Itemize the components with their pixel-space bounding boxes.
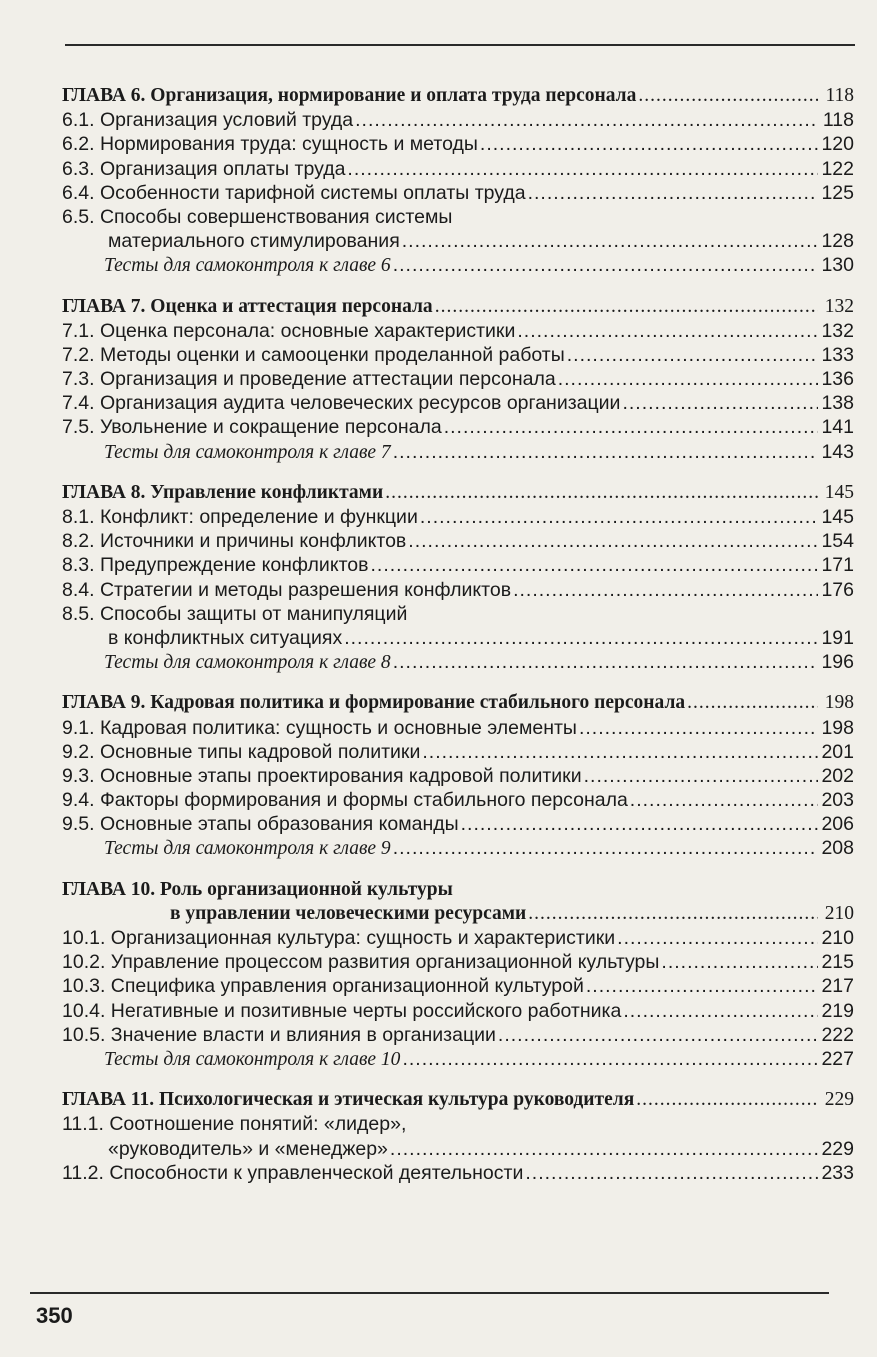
toc-entry-title: 7.4. Организация аудита человеческих ресурсов организации <box>62 392 621 415</box>
toc-entry-title: Тесты для самоконтроля к главе 9 <box>104 838 391 860</box>
toc-chapter-entry <box>62 1088 854 1112</box>
dot-leader <box>408 529 818 553</box>
toc-entry-title: в управлении человеческими ресурсами <box>170 902 527 924</box>
toc-entry-page: 198 <box>824 692 854 714</box>
toc-entry-title: 9.5. Основные этапы образования команды <box>62 813 459 836</box>
toc-entry-page: 191 <box>821 626 854 649</box>
toc-test-entry <box>62 440 854 464</box>
dot-leader <box>461 812 818 836</box>
toc-entry-page: 196 <box>821 651 854 674</box>
dot-leader <box>513 578 818 602</box>
dot-leader <box>422 740 818 764</box>
toc-entry-title: ГЛАВА 7. Оценка и аттестация персонала <box>62 295 433 317</box>
toc-section-entry <box>62 205 854 229</box>
toc-entry-title: 8.1. Конфликт: определение и функции <box>62 506 418 528</box>
toc-chapter-entry <box>62 878 854 902</box>
toc-entry-title: 7.1. Оценка персонала: основные характеристики <box>62 319 516 342</box>
toc-section-entry <box>62 999 854 1023</box>
toc-entry-page: 118 <box>825 85 854 106</box>
toc-section-entry <box>62 716 854 740</box>
dot-leader <box>687 691 818 715</box>
toc-entry-title: Тесты для самоконтроля к главе 10 <box>104 1048 401 1070</box>
toc-entry-title: ГЛАВА 8. Управление конфликтами <box>62 481 384 503</box>
toc-section-entry <box>62 229 854 253</box>
toc-section-entry <box>62 578 854 602</box>
toc-chapter-entry <box>62 902 854 926</box>
dot-leader <box>586 974 818 998</box>
toc-entry-page: 206 <box>821 813 854 836</box>
dot-leader <box>390 1137 818 1161</box>
toc-entry-title: 10.4. Негативные и позитивные черты российского работника <box>62 999 622 1022</box>
toc-entry-title: 8.3. Предупреждение конфликтов <box>62 554 369 577</box>
toc-entry-title: 9.3. Основные этапы проектирования кадровой политики <box>62 764 582 787</box>
dot-leader <box>558 367 818 391</box>
toc-entry-page: 198 <box>821 716 854 739</box>
toc-section-entry <box>62 181 854 205</box>
toc-entry-title: 6.3. Организация оплаты труда <box>62 157 346 180</box>
toc-entry-page: 222 <box>821 1023 854 1046</box>
toc-entry-page: 210 <box>824 902 854 924</box>
toc-entry-page: 120 <box>821 133 854 156</box>
toc-section-entry <box>62 505 854 529</box>
toc-entry-title: ГЛАВА 11. Психологическая и этическая культура руководителя <box>62 1089 635 1111</box>
dot-leader <box>402 1047 818 1071</box>
toc-entry-title: 9.4. Факторы формирования и формы стабильного персонала <box>62 789 628 812</box>
toc-entry-title: 10.1. Организационная культура: сущность и характеристики <box>62 927 616 949</box>
toc-entry-page: 132 <box>824 295 854 317</box>
table-of-contents <box>62 84 854 1185</box>
toc-entry-page: 122 <box>821 157 854 180</box>
dot-leader <box>355 108 818 132</box>
toc-entry-page: 210 <box>821 927 854 949</box>
toc-chapter-entry <box>62 295 854 319</box>
dot-leader <box>623 999 818 1023</box>
toc-test-entry <box>62 836 854 860</box>
dot-leader <box>636 1088 818 1112</box>
toc-entry-page: 203 <box>821 789 854 812</box>
dot-leader <box>584 764 818 788</box>
toc-entry-page: 219 <box>821 999 854 1022</box>
toc-section-entry <box>62 1137 854 1161</box>
toc-entry-title: 8.2. Источники и причины конфликтов <box>62 530 407 553</box>
dot-leader <box>393 440 818 464</box>
toc-test-entry <box>62 1047 854 1071</box>
toc-entry-page: 133 <box>821 343 854 366</box>
toc-entry-page: 229 <box>824 1089 854 1111</box>
toc-entry-page: 233 <box>821 1161 854 1184</box>
dot-leader <box>622 391 818 415</box>
dot-leader <box>661 950 818 974</box>
toc-entry-title: 6.4. Особенности тарифной системы оплаты труда <box>62 181 526 204</box>
toc-section-entry <box>62 415 854 439</box>
dot-leader <box>444 415 818 439</box>
toc-section-entry <box>62 391 854 415</box>
toc-entry-page: 145 <box>824 481 854 503</box>
toc-section-entry <box>62 367 854 391</box>
toc-entry-page: 125 <box>821 181 854 204</box>
toc-entry-page: 138 <box>821 392 854 415</box>
toc-section-entry <box>62 764 854 788</box>
toc-section-entry <box>62 108 854 132</box>
dot-leader <box>344 626 818 650</box>
toc-entry-title: 11.2. Способности к управленческой деятельности <box>62 1161 524 1184</box>
toc-entry-page: 118 <box>822 109 854 132</box>
dot-leader <box>498 1023 818 1047</box>
dot-leader <box>385 481 818 505</box>
toc-entry-page: 202 <box>821 764 854 787</box>
dot-leader <box>371 553 819 577</box>
toc-section-entry <box>62 1112 854 1136</box>
toc-entry-title: 8.4. Стратегии и методы разрешения конфликтов <box>62 578 512 601</box>
toc-entry-page: 143 <box>821 440 854 463</box>
dot-leader <box>393 836 818 860</box>
toc-section-entry <box>62 132 854 156</box>
toc-entry-title: 7.2. Методы оценки и самооценки проделанной работы <box>62 343 565 366</box>
dot-leader <box>617 926 818 950</box>
dot-leader <box>480 132 818 156</box>
toc-entry-title: 8.5. Способы защиты от манипуляций <box>62 602 408 625</box>
toc-entry-page: 229 <box>821 1137 854 1160</box>
toc-section-entry <box>62 157 854 181</box>
toc-entry-title: 7.5. Увольнение и сокращение персонала <box>62 416 442 439</box>
toc-entry-title: Тесты для самоконтроля к главе 7 <box>104 441 391 463</box>
toc-entry-page: 145 <box>821 506 854 528</box>
dot-leader <box>393 253 818 277</box>
toc-chapter-entry <box>62 691 854 715</box>
page-number: 350 <box>36 1303 73 1328</box>
toc-entry-title: 11.1. Соотношение понятий: «лидер», <box>62 1113 407 1136</box>
dot-leader <box>579 716 818 740</box>
dot-leader <box>402 229 818 253</box>
toc-entry-page: 132 <box>821 319 854 342</box>
toc-section-entry <box>62 529 854 553</box>
dot-leader <box>420 505 818 529</box>
toc-entry-page: 154 <box>821 530 854 553</box>
toc-test-entry <box>62 650 854 674</box>
dot-leader <box>525 1161 818 1185</box>
toc-section-entry <box>62 974 854 998</box>
dot-leader <box>347 157 818 181</box>
toc-entry-title: 10.5. Значение власти и влияния в организации <box>62 1023 496 1046</box>
toc-entry-page: 130 <box>821 254 854 277</box>
toc-section-entry <box>62 788 854 812</box>
toc-section-entry <box>62 553 854 577</box>
toc-section-entry <box>62 812 854 836</box>
toc-entry-page: 176 <box>821 578 854 601</box>
toc-chapter-entry <box>62 481 854 505</box>
toc-section-entry <box>62 1161 854 1185</box>
dot-leader <box>567 343 818 367</box>
toc-entry-page: 208 <box>821 837 854 860</box>
toc-entry-title: 7.3. Организация и проведение аттестации персонала <box>62 368 556 391</box>
dot-leader <box>435 295 818 319</box>
toc-entry-title: ГЛАВА 6. Организация, нормирование и оплата труда персонала <box>62 85 637 106</box>
toc-chapter-entry <box>62 84 854 108</box>
toc-entry-title: в конфликтных ситуациях <box>108 626 343 649</box>
dot-leader <box>630 788 818 812</box>
toc-entry-page: 128 <box>821 230 854 253</box>
toc-section-entry <box>62 1023 854 1047</box>
dot-leader <box>517 319 818 343</box>
toc-section-entry <box>62 926 854 950</box>
toc-entry-title: 9.1. Кадровая политика: сущность и основные элементы <box>62 716 577 739</box>
toc-section-entry <box>62 602 854 626</box>
toc-entry-page: 227 <box>821 1047 854 1070</box>
toc-test-entry <box>62 253 854 277</box>
toc-entry-title: ГЛАВА 9. Кадровая политика и формирование стабильного персонала <box>62 692 686 714</box>
toc-entry-page: 141 <box>821 416 854 439</box>
dot-leader <box>528 902 818 926</box>
toc-section-entry <box>62 626 854 650</box>
toc-section-entry <box>62 343 854 367</box>
header-rule <box>65 44 855 46</box>
dot-leader <box>638 84 818 108</box>
toc-entry-title: 10.3. Специфика управления организационной культурой <box>62 975 584 998</box>
toc-entry-page: 171 <box>821 554 854 577</box>
footer-rule <box>30 1292 829 1294</box>
toc-entry-title: 9.2. Основные типы кадровой политики <box>62 740 421 763</box>
dot-leader <box>393 650 818 674</box>
toc-entry-page: 136 <box>821 368 854 391</box>
toc-entry-page: 201 <box>821 740 854 763</box>
toc-entry-title: 6.1. Организация условий труда <box>62 109 354 132</box>
toc-entry-title: Тесты для самоконтроля к главе 6 <box>104 255 391 277</box>
toc-section-entry <box>62 319 854 343</box>
toc-entry-title: материального стимулирования <box>108 230 400 253</box>
toc-section-entry <box>62 950 854 974</box>
toc-entry-title: ГЛАВА 10. Роль организационной культуры <box>62 878 453 900</box>
toc-entry-title: Тесты для самоконтроля к главе 8 <box>104 652 391 674</box>
dot-leader <box>528 181 818 205</box>
toc-section-entry <box>62 740 854 764</box>
toc-entry-title: 10.2. Управление процессом развития организационной культуры <box>62 951 660 974</box>
toc-entry-title: «руководитель» и «менеджер» <box>108 1137 388 1160</box>
toc-entry-page: 215 <box>821 951 854 974</box>
toc-entry-title: 6.5. Способы совершенствования системы <box>62 205 453 228</box>
toc-entry-title: 6.2. Нормирования труда: сущность и методы <box>62 133 478 156</box>
toc-entry-page: 217 <box>821 975 854 998</box>
